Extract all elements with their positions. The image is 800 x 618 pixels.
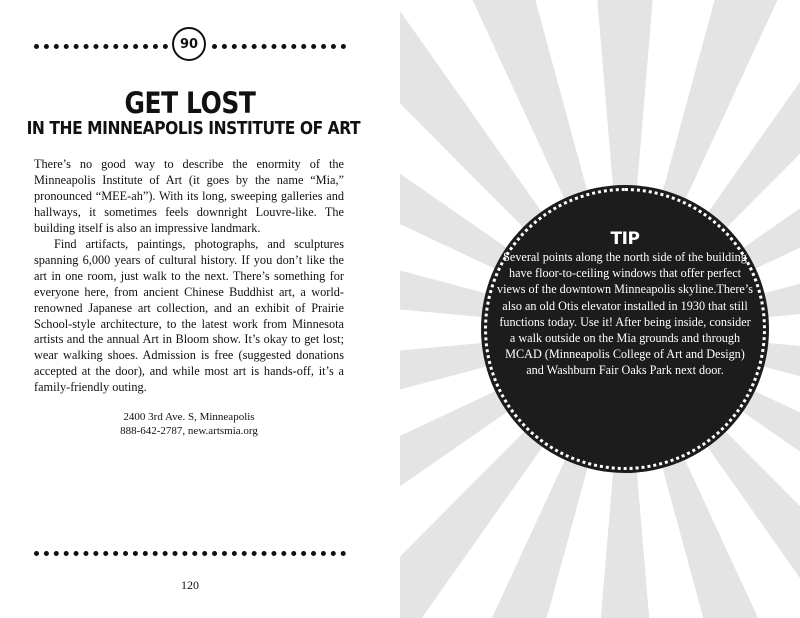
tip-text: Several points along the north side of the building have floor-to-ceiling windows that offer perfect views of the downtown Minneapolis skyline.There’s also an old Otis elevator installed in 1930 that still functions today. Use it! After being inside, consider a walk outside on the Mia grounds and through MCAD (Minneapolis College of Art and Design) and Washburn Fair Oaks Park next door. (497, 250, 753, 378)
dotted-rule-top-left (34, 44, 168, 49)
contact-info: 888-642-2787, new.artsmia.org (120, 425, 258, 437)
body-paragraph: Find artifacts, paintings, photographs, and sculptures spanning 6,000 years of cultural history. If you don’t like the art in one room, just walk to the next. There’s something for everyone here, from ancient Chinese Buddhist art, a world-renowned Japanese art collection, and an exhibit of Prairie School-style architecture, to the latest work from Minnesota artists and the annual Art in Bloom show. It’s okay to get lost; wear walking shoes. Admission is free (suggested donations accepted at the door), and while most art is hands-off, it’s a family-friendly outing. (34, 237, 344, 395)
body-paragraph: There’s no good way to describe the enormity of the Minneapolis Institute of Art (it goes by the name “Mia,” pronounced “MEE-ah”). With its long, sweeping galleries and hallways, it sometimes feels downright Louvre-like. The building itself is also an impressive landmark. (34, 157, 344, 235)
page-number: 120 (181, 578, 199, 592)
tip-title: TIP (610, 229, 640, 249)
entry-number-badge: 90 (172, 27, 206, 61)
address: 2400 3rd Ave. S, Minneapolis (123, 411, 255, 423)
dotted-rule-bottom (34, 551, 346, 556)
page-title: GET LOST (124, 86, 256, 120)
page-subtitle: IN THE MINNEAPOLIS INSTITUTE OF ART (26, 118, 361, 139)
dotted-rule-top-right (212, 44, 346, 49)
